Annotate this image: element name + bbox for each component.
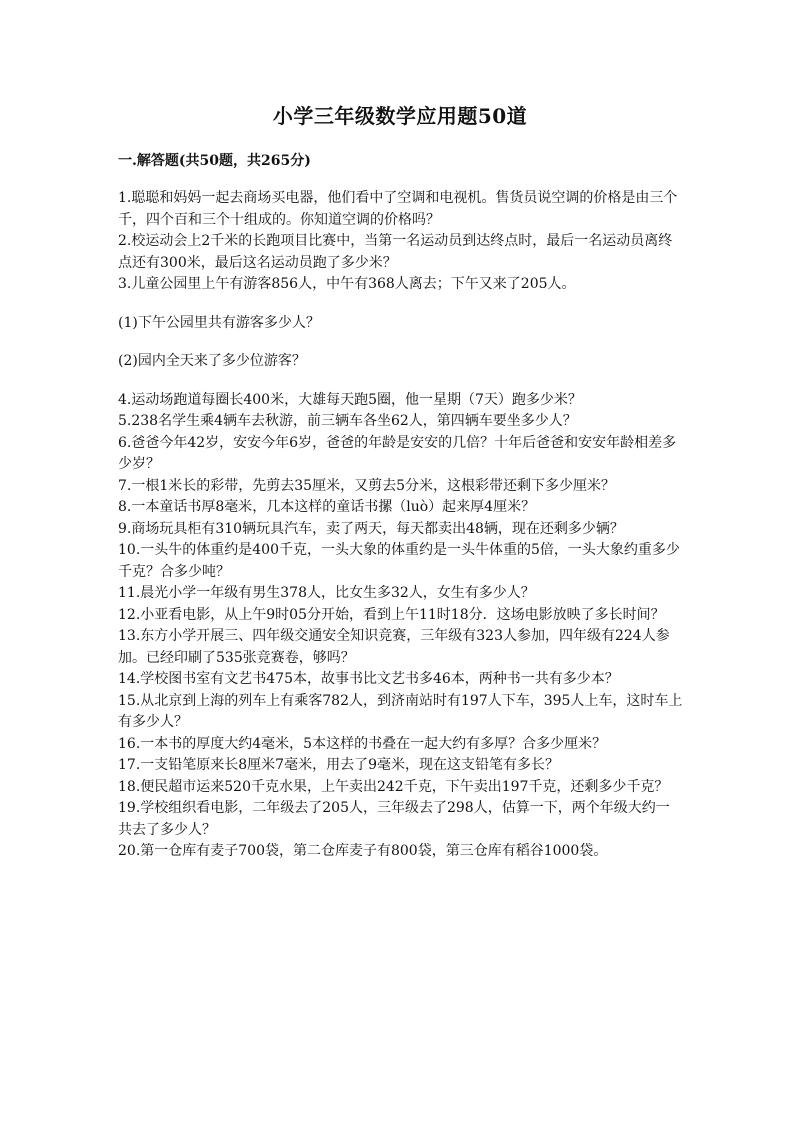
question-12: 12.小亚看电影，从上午9时05分开始，看到上午11时18分．这场电影放映了多长时间？: [118, 606, 665, 623]
question-16: 16.一本书的厚度大约4毫米，5本这样的书叠在一起大约有多厚？合多少厘米？: [118, 735, 607, 752]
question-9: 9.商场玩具柜有310辆玩具汽车，卖了两天，每天都卖出48辆，现在还剩多少辆？: [118, 520, 624, 537]
question-7: 7.一根1米长的彩带，先剪去35厘米，又剪去5分米，这根彩带还剩下多少厘米？: [118, 477, 615, 494]
question-2: 2.校运动会上2千米的长跑项目比赛中，当第一名运动员到达终点时，最后一名运动员离终点还有300米，最后这名运动员跑了多少米？: [118, 233, 673, 271]
section-heading: 一.解答题(共50题，共265分): [118, 153, 311, 169]
spacer: [118, 373, 683, 390]
question-10: 10.一头牛的体重约是400千克，一头大象的体重约是一头牛体重的5倍，一头大象约重多少千克？合多少吨？: [118, 542, 680, 580]
page-title: 小学三年级数学应用题50道: [272, 104, 528, 128]
question-11: 11.晨光小学一年级有男生378人，比女生多32人，女生有多少人？: [118, 585, 535, 601]
question-15: 15.从北京到上海的列车上有乘客782人，到济南站时有197人下车，395人上车，这时车上有多少人？: [118, 692, 683, 730]
question-5: 5.238名学生乘4辆车去秋游，前三辆车各坐62人，第四辆车要坐多少人？: [118, 413, 577, 429]
question-4: 4.运动场跑道每圈长400米，大雄每天跑5圈，他一星期（7天）跑多少米？: [118, 391, 582, 408]
question-3-part-1: (1)下午公园里共有游客多少人？: [118, 314, 320, 331]
question-17: 17.一支铅笔原来长8厘米7毫米，用去了9毫米，现在这支铅笔有多长？: [118, 757, 559, 773]
question-6: 6.爸爸今年42岁，安安今年6岁，爸爸的年龄是安安的几倍？十年后爸爸和安安年龄相差多少岁？: [118, 434, 677, 472]
question-14: 14.学校图书室有文艺书475本，故事书比文艺书多46本，两种书一共有多少本？: [118, 671, 619, 687]
question-8: 8.一本童话书厚8毫米，几本这样的童话书摞（luò）起来厚4厘米？: [118, 499, 536, 515]
question-20: 20.第一仓库有麦子700袋，第二仓库麦子有800袋，第三仓库有稻谷1000袋。: [118, 843, 608, 859]
question-list: [118, 188, 683, 863]
question-19: 19.学校组织看电影，二年级去了205人，三年级去了298人，估算一下，两个年级大约一共去了多少人？: [118, 800, 670, 838]
question-18: 18.便民超市运来520千克水果，上午卖出242千克，下午卖出197千克，还剩多少千克？: [118, 778, 669, 795]
spacer: [118, 334, 683, 351]
question-3: 3.儿童公园里上午有游客856人，中午有368人离去；下午又来了205人。: [118, 276, 576, 292]
question-3-part-2: (2)园内全天来了多少位游客？: [118, 353, 306, 369]
question-13: 13.东方小学开展三、四年级交通安全知识竞赛，三年级有323人参加，四年级有224人参加。已经印刷了535张竞赛卷，够吗？: [118, 628, 670, 666]
question-1: 1.聪聪和妈妈一起去商场买电器，他们看中了空调和电视机。售货员说空调的价格是由三个千，四个百和三个十组成的。你知道空调的价格吗？: [118, 190, 678, 228]
spacer: [118, 296, 683, 313]
